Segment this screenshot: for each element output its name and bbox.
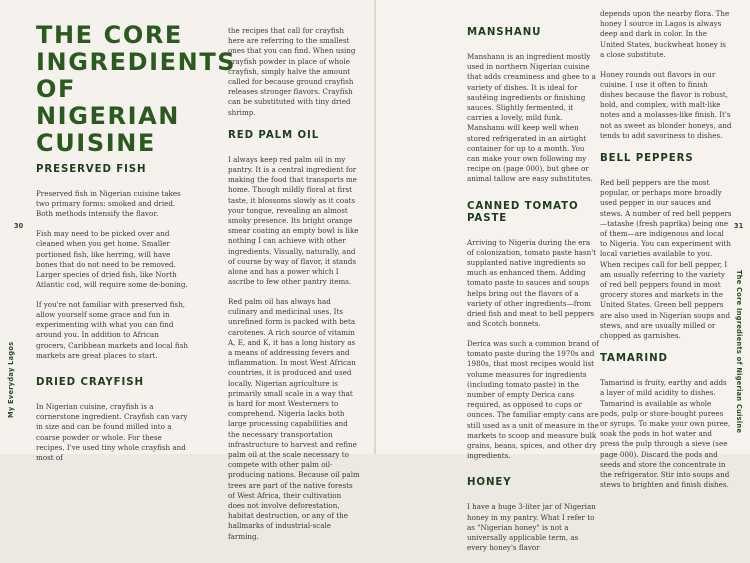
paragraph: In Nigerian cuisine, crayfish is a cornerstone ingredient. Crayfish can vary in size and can be found milled into a coarse powder or whole. For these recipes, I've used tiny whole crayfish and most of bbox=[36, 402, 188, 463]
paragraph: Tamarind is fruity, earthy and adds a layer of mild acidity to dishes. Tamarind is available as whole pods, pulp or store-bought purees or syrups. To make your own puree, soak the pods in hot water and press the pulp through a sieve (see page 000). Discard the pods and seeds and store the concentrate in the refrigerator. Stir into soups and stews to brighten and finish dishes. bbox=[600, 378, 731, 490]
left-page bbox=[0, 0, 374, 541]
right-column-2 bbox=[600, 9, 732, 500]
paragraph: Red palm oil has always had culinary and medicinal uses. Its unrefined form is packed with beta carotenes. A rich source of vitamin A, E, and K, it has a long history as a means of addressing fevers and inflammation. In most West African countries, it is produced and used locally. Nigerian agriculture is primarily small scale in a way that is hard for most Westerners to comprehend. Nigeria lacks both large processing capabilities and the necessary transportation infrastructure to harvest and refine palm oil at the scale necessary to compete with other palm oil-producing nations. Because oil palm trees are part of the native forests of West Africa, their cultivation does not involve deforestation, habitat destruction, or any of the hallmarks of industrial-scale farming. bbox=[228, 296, 360, 541]
right-page bbox=[376, 0, 750, 553]
heading-canned-tomato-paste: CANNED TOMATO PASTE bbox=[467, 200, 579, 224]
paragraph: Red bell peppers are the most popular, or perhaps more broadly used pepper in our sauces and stews. A number of red bell peppers—tatashe (fresh paprika) being one of them—are indigenous and local to Nigeria. You can experiment with local varieties available to you. When recipes call for bell pepper, I am usually referring to the variety of red bell peppers found in most grocery stores and markets in the United States. Green bell peppers are also used in Nigerian soups and stews, and are usually milled or chopped as garnishes. bbox=[600, 177, 732, 340]
heading-tamarind: TAMARIND bbox=[600, 353, 668, 365]
right-column-1 bbox=[467, 27, 599, 563]
left-column-2 bbox=[228, 26, 360, 551]
chapter-title: THE CORE INGREDIENTS OF NIGERIAN CUISINE bbox=[36, 21, 237, 157]
paragraph: I always keep red palm oil in my pantry. It is a central ingredient for making the food that transports me home. Though mildly floral at first taste, it blossoms slowly as it coats your tongue, revealing an almost smoky presence. Its bright orange smear coating an empty bowl is like nothing I can achieve with other ingredients. Visually, naturally, and of course by way of flavor, it stands alone and has a power which I ascribe to few other pantry items. bbox=[228, 154, 359, 287]
paragraph: Honey rounds out flavors in our cuisine. I use it often to finish dishes because the flavor is robust, bold, and complex, with malt-like notes and a molasses-like finish. It's not as sweet as blonder honeys, and tends to add savoriness to dishes. bbox=[600, 69, 732, 140]
paragraph: Fish may need to be picked over and cleaned when you get home. Smaller portioned fish, like herring, will have bones that do not need to be removed. Larger species of dried fish, like North Atlantic cod, will require some de-boning. bbox=[36, 229, 188, 290]
heading-manshanu: MANSHANU bbox=[467, 27, 542, 38]
heading-red-palm-oil: RED PALM OIL bbox=[228, 129, 320, 141]
paragraph: Arriving to Nigeria during the era of colonization, tomato paste hasn't supplanted native ingredients so much as enhanced them. Adding tomato paste to sauces and soups helps bring out the flavors of a variety of other ingredients—from dried fish and meat to bell peppers and Scotch bonnets. bbox=[467, 237, 597, 329]
left-column-1 bbox=[36, 164, 190, 473]
heading-bell-peppers: BELL PEPPERS bbox=[600, 152, 694, 164]
paragraph: Preserved fish in Nigerian cuisine takes two primary forms: smoked and dried. Both methods intensify the flavor. bbox=[36, 189, 181, 219]
paragraph: Manshanu is an ingredient mostly used in northern Nigerian cuisine that adds creaminess and ghee to a variety of dishes. It is ideal for sautéing ingredients or finishing sauces. Slightly fermented, it carries a lovely, mild funk. Manshanu will keep well when stored refrigerated in an airtight container for up to a month. You can make your own following my recipe on (page 000), but ghee or animal tallow are easy substitutes. bbox=[467, 52, 596, 184]
paragraph: depends upon the nearby flora. The honey I source in Lagos is always deep and dark in color. In the United States, buckwheat honey is a close substitute. bbox=[600, 9, 730, 59]
heading-preserved-fish: PRESERVED FISH bbox=[36, 164, 147, 175]
paragraph: the recipes that call for crayfish here are referring to the smallest ones that you can find. When using crayfish powder in place of whole crayfish, simply halve the amount called for because ground crayfish releases stronger flavors. Crayfish can be substituted with tiny dried shrimp. bbox=[228, 26, 356, 117]
paragraph: I have a huge 3-liter jar of Nigerian honey in my pantry. What I refer to as "Nigerian honey" is not a universally applicable term, as every honey's flavor bbox=[467, 502, 596, 553]
running-head-left: My Everyday Lagos bbox=[7, 341, 15, 418]
heading-dried-crayfish: DRIED CRAYFISH bbox=[36, 377, 144, 389]
paragraph: Derica was such a common brand of tomato paste during the 1970s and 1980s, that most recipes would list volume measures for ingredients (including tomato paste) in the number of empty Derica cans required, as opposed to cups or ounces. The familiar empty cans are still used as a unit of measure in the markets to scoop and measure bulk grains, beans, spices, and other dry ingredients. bbox=[467, 338, 599, 461]
page-number-left: 30 bbox=[14, 222, 24, 230]
paragraph: If you're not familiar with preserved fish, allow yourself some grace and fun in experimenting with what you can find around you. In addition to African grocers, Caribbean markets and local fish markets are great places to start. bbox=[36, 299, 188, 360]
page-number-right: 31 bbox=[734, 222, 744, 230]
running-head-right: The Core Ingredients of Nigerian Cuisine bbox=[735, 270, 743, 434]
heading-honey: HONEY bbox=[467, 477, 512, 489]
